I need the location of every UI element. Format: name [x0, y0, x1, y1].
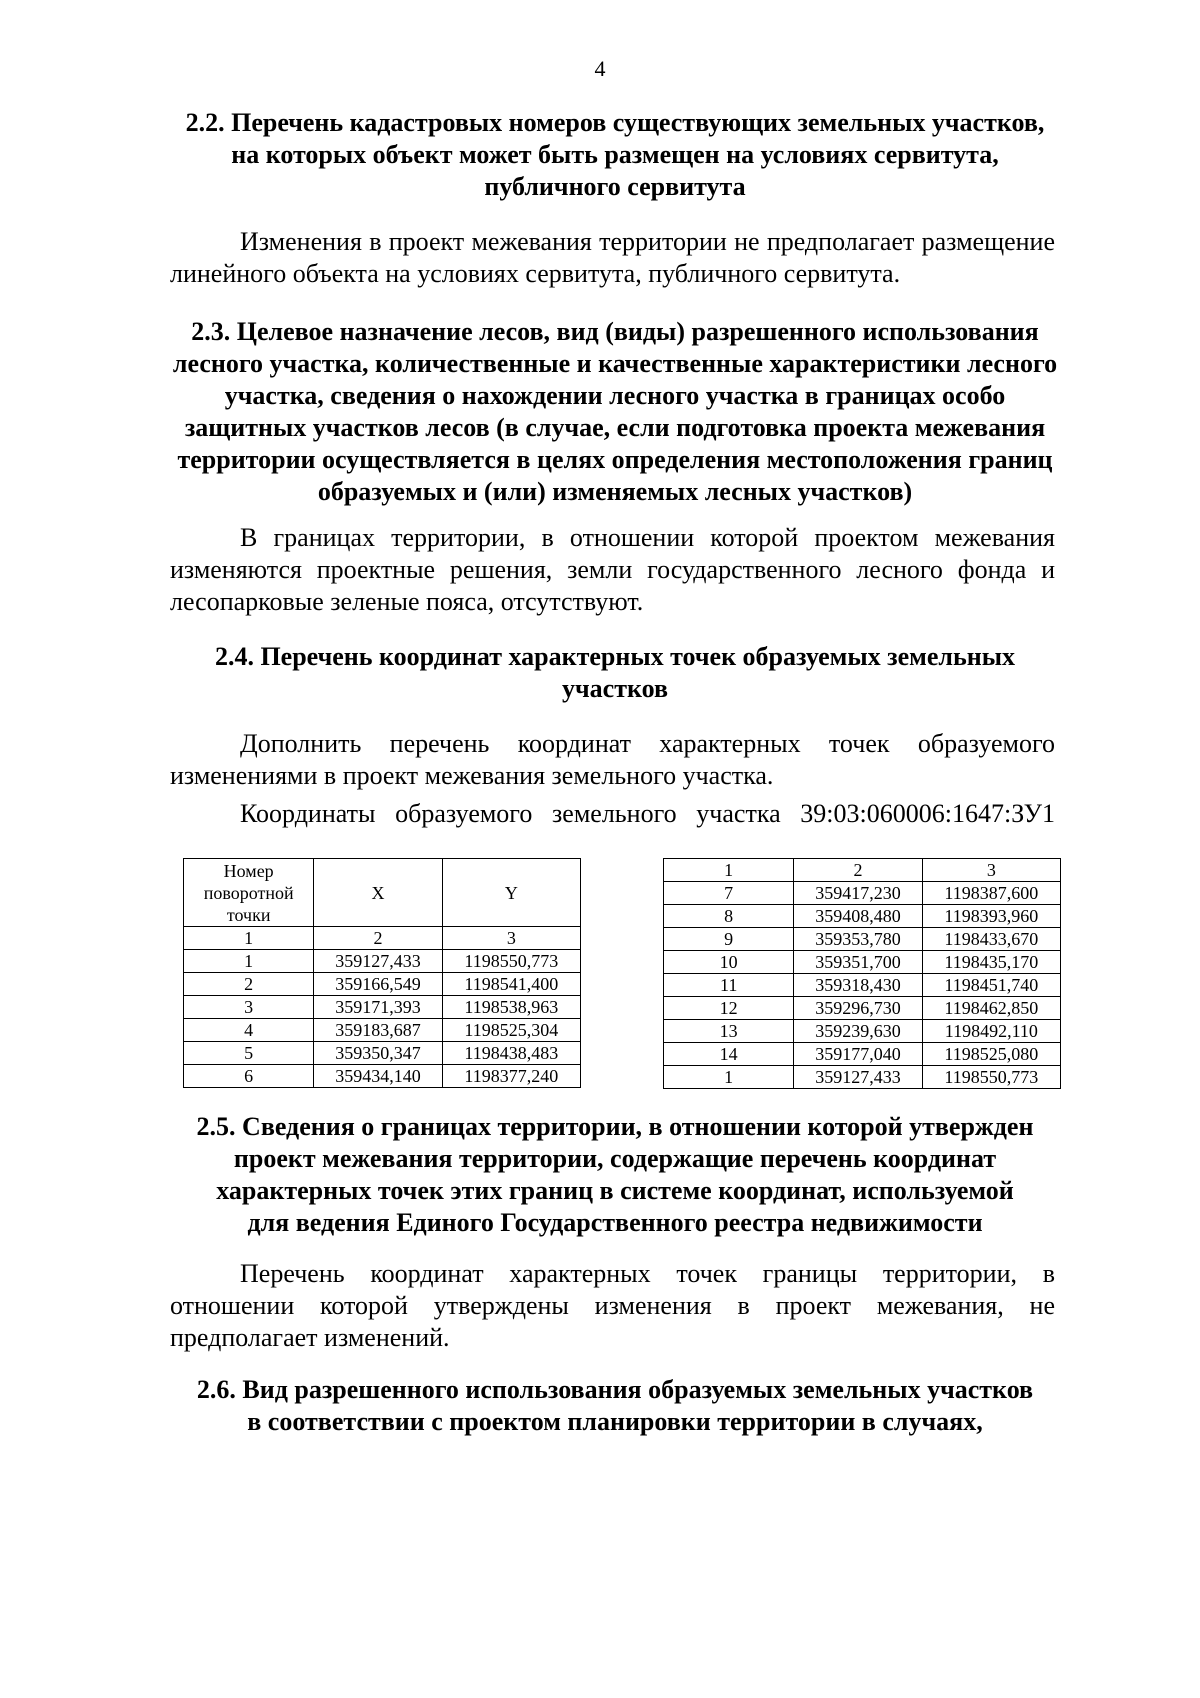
heading-line: образуемых и (или) изменяемых лесных участков) [317, 477, 913, 506]
heading-line: 2.2. Перечень кадастровых номеров существующих земельных участков, [185, 108, 1045, 137]
table-row [184, 996, 581, 1019]
page-number: 4 [594, 56, 606, 81]
table-cell: 359353,780 [794, 928, 922, 951]
table-row [184, 1065, 581, 1088]
table-row [664, 928, 1061, 951]
table-cell: 1198541,400 [442, 973, 580, 996]
coords-caption: Координаты образуемого земельного участка 39:03:060006:1647:ЗУ1 [240, 799, 1055, 828]
table-cell: 1 [184, 927, 314, 950]
table-cell: 6 [184, 1065, 314, 1088]
header-x: X [314, 859, 442, 927]
table-cell: 1198435,170 [922, 951, 1060, 974]
section-2-2-heading [165, 107, 1065, 203]
heading-line: 2.3. Целевое назначение лесов, вид (виды) разрешенного использования [191, 317, 1039, 346]
table-cell: 7 [664, 882, 794, 905]
heading-line: 2.6. Вид разрешенного использования образуемых земельных участков [196, 1375, 1034, 1404]
table-row [664, 905, 1061, 928]
header-point-number: Номер поворотной точки [184, 859, 314, 927]
heading-line: публичного сервитута [484, 172, 746, 201]
heading-line: 2.4. Перечень координат характерных точек образуемых земельных [214, 642, 1016, 671]
table-cell: 14 [664, 1043, 794, 1066]
table-cell: 1198451,740 [922, 974, 1060, 997]
table-cell: 359183,687 [314, 1019, 442, 1042]
table-cell: 359417,230 [794, 882, 922, 905]
section-2-4-paragraph: Дополнить перечень координат характерных точек образуемого изменениями в проект межевания земельного участка. [170, 729, 1055, 790]
heading-line: проект межевания территории, содержащие перечень координат [233, 1144, 997, 1173]
table-row [664, 1066, 1061, 1089]
section-2-4-heading [165, 641, 1065, 705]
table-cell: 10 [664, 951, 794, 974]
table-cell: 2 [314, 927, 442, 950]
table-cell: 359166,549 [314, 973, 442, 996]
table-row [184, 950, 581, 973]
coords-table-right [663, 858, 1061, 1089]
section-2-5-paragraph: Перечень координат характерных точек границы территории, в отношении которой утверждены изменения в проект межевания, не предполагает изменений. [170, 1259, 1055, 1352]
table-cell: 1198377,240 [442, 1065, 580, 1088]
table-cell: 4 [184, 1019, 314, 1042]
table-row [664, 882, 1061, 905]
table-cell: 1 [184, 950, 314, 973]
table-cell: 3 [442, 927, 580, 950]
table-cell: 359318,430 [794, 974, 922, 997]
table-cell: 1198550,773 [442, 950, 580, 973]
heading-line: территории осуществляется в целях определения местоположения границ [177, 445, 1053, 474]
table-row [664, 974, 1061, 997]
table-cell: 1 [664, 1066, 794, 1089]
table-cell: 359434,140 [314, 1065, 442, 1088]
table-cell: 1198538,963 [442, 996, 580, 1019]
table-row [664, 951, 1061, 974]
table-row [184, 1019, 581, 1042]
heading-line: для ведения Единого Государственного реестра недвижимости [247, 1208, 983, 1237]
table-cell: 1198492,110 [922, 1020, 1060, 1043]
table-cell: 1 [664, 859, 794, 882]
table-row [664, 1043, 1061, 1066]
table-numbering-row [664, 859, 1061, 882]
table-cell: 359350,347 [314, 1042, 442, 1065]
heading-line: характерных точек этих границ в системе координат, используемой [216, 1176, 1014, 1205]
table-cell: 11 [664, 974, 794, 997]
table-cell: 359177,040 [794, 1043, 922, 1066]
table-cell: 12 [664, 997, 794, 1020]
table-row [664, 997, 1061, 1020]
heading-line: защитных участков лесов (в случае, если подготовка проекта межевания [184, 413, 1046, 442]
table-cell: 359171,393 [314, 996, 442, 1019]
table-row [664, 1020, 1061, 1043]
table-cell: 359351,700 [794, 951, 922, 974]
heading-line: на которых объект может быть размещен на условиях сервитута, [231, 140, 999, 169]
table-cell: 1198438,483 [442, 1042, 580, 1065]
table-row [184, 973, 581, 996]
table-cell: 1198525,304 [442, 1019, 580, 1042]
table-cell: 3 [184, 996, 314, 1019]
section-2-3-heading [165, 316, 1065, 508]
table-cell: 1198525,080 [922, 1043, 1060, 1066]
section-2-2-paragraph: Изменения в проект межевания территории не предполагает размещение линейного объекта на условиях сервитута, публичного сервитута. [170, 227, 1055, 288]
coords-table-left [183, 858, 581, 1088]
table-cell: 1198462,850 [922, 997, 1060, 1020]
table-cell: 359127,433 [314, 950, 442, 973]
table-cell: 5 [184, 1042, 314, 1065]
heading-line: 2.5. Сведения о границах территории, в отношении которой утвержден [196, 1112, 1034, 1141]
section-2-5-heading [165, 1111, 1065, 1239]
table-cell: 359239,630 [794, 1020, 922, 1043]
table-cell: 359408,480 [794, 905, 922, 928]
table-cell: 9 [664, 928, 794, 951]
table-cell: 1198393,960 [922, 905, 1060, 928]
table-cell: 1198550,773 [922, 1066, 1060, 1089]
table-cell: 359296,730 [794, 997, 922, 1020]
table-cell: 359127,433 [794, 1066, 922, 1089]
heading-line: в соответствии с проектом планировки территории в случаях, [247, 1407, 983, 1436]
section-2-3-paragraph: В границах территории, в отношении которой проектом межевания изменяются проектные решения, земли государственного лесного фонда и лесопарковые зеленые пояса, отсутствуют. [170, 523, 1055, 616]
table-cell: 13 [664, 1020, 794, 1043]
table-cell: 2 [184, 973, 314, 996]
heading-line: лесного участка, количественные и качественные характеристики лесного [172, 349, 1058, 378]
table-header-row [184, 859, 581, 927]
table-numbering-row [184, 927, 581, 950]
section-2-6-heading [165, 1374, 1065, 1438]
heading-line: участков [561, 674, 668, 703]
table-row [184, 1042, 581, 1065]
table-cell: 1198387,600 [922, 882, 1060, 905]
table-cell: 1198433,670 [922, 928, 1060, 951]
header-y: Y [442, 859, 580, 927]
table-cell: 3 [922, 859, 1060, 882]
table-cell: 2 [794, 859, 922, 882]
table-cell: 8 [664, 905, 794, 928]
heading-line: участка, сведения о нахождении лесного участка в границах особо [224, 381, 1006, 410]
